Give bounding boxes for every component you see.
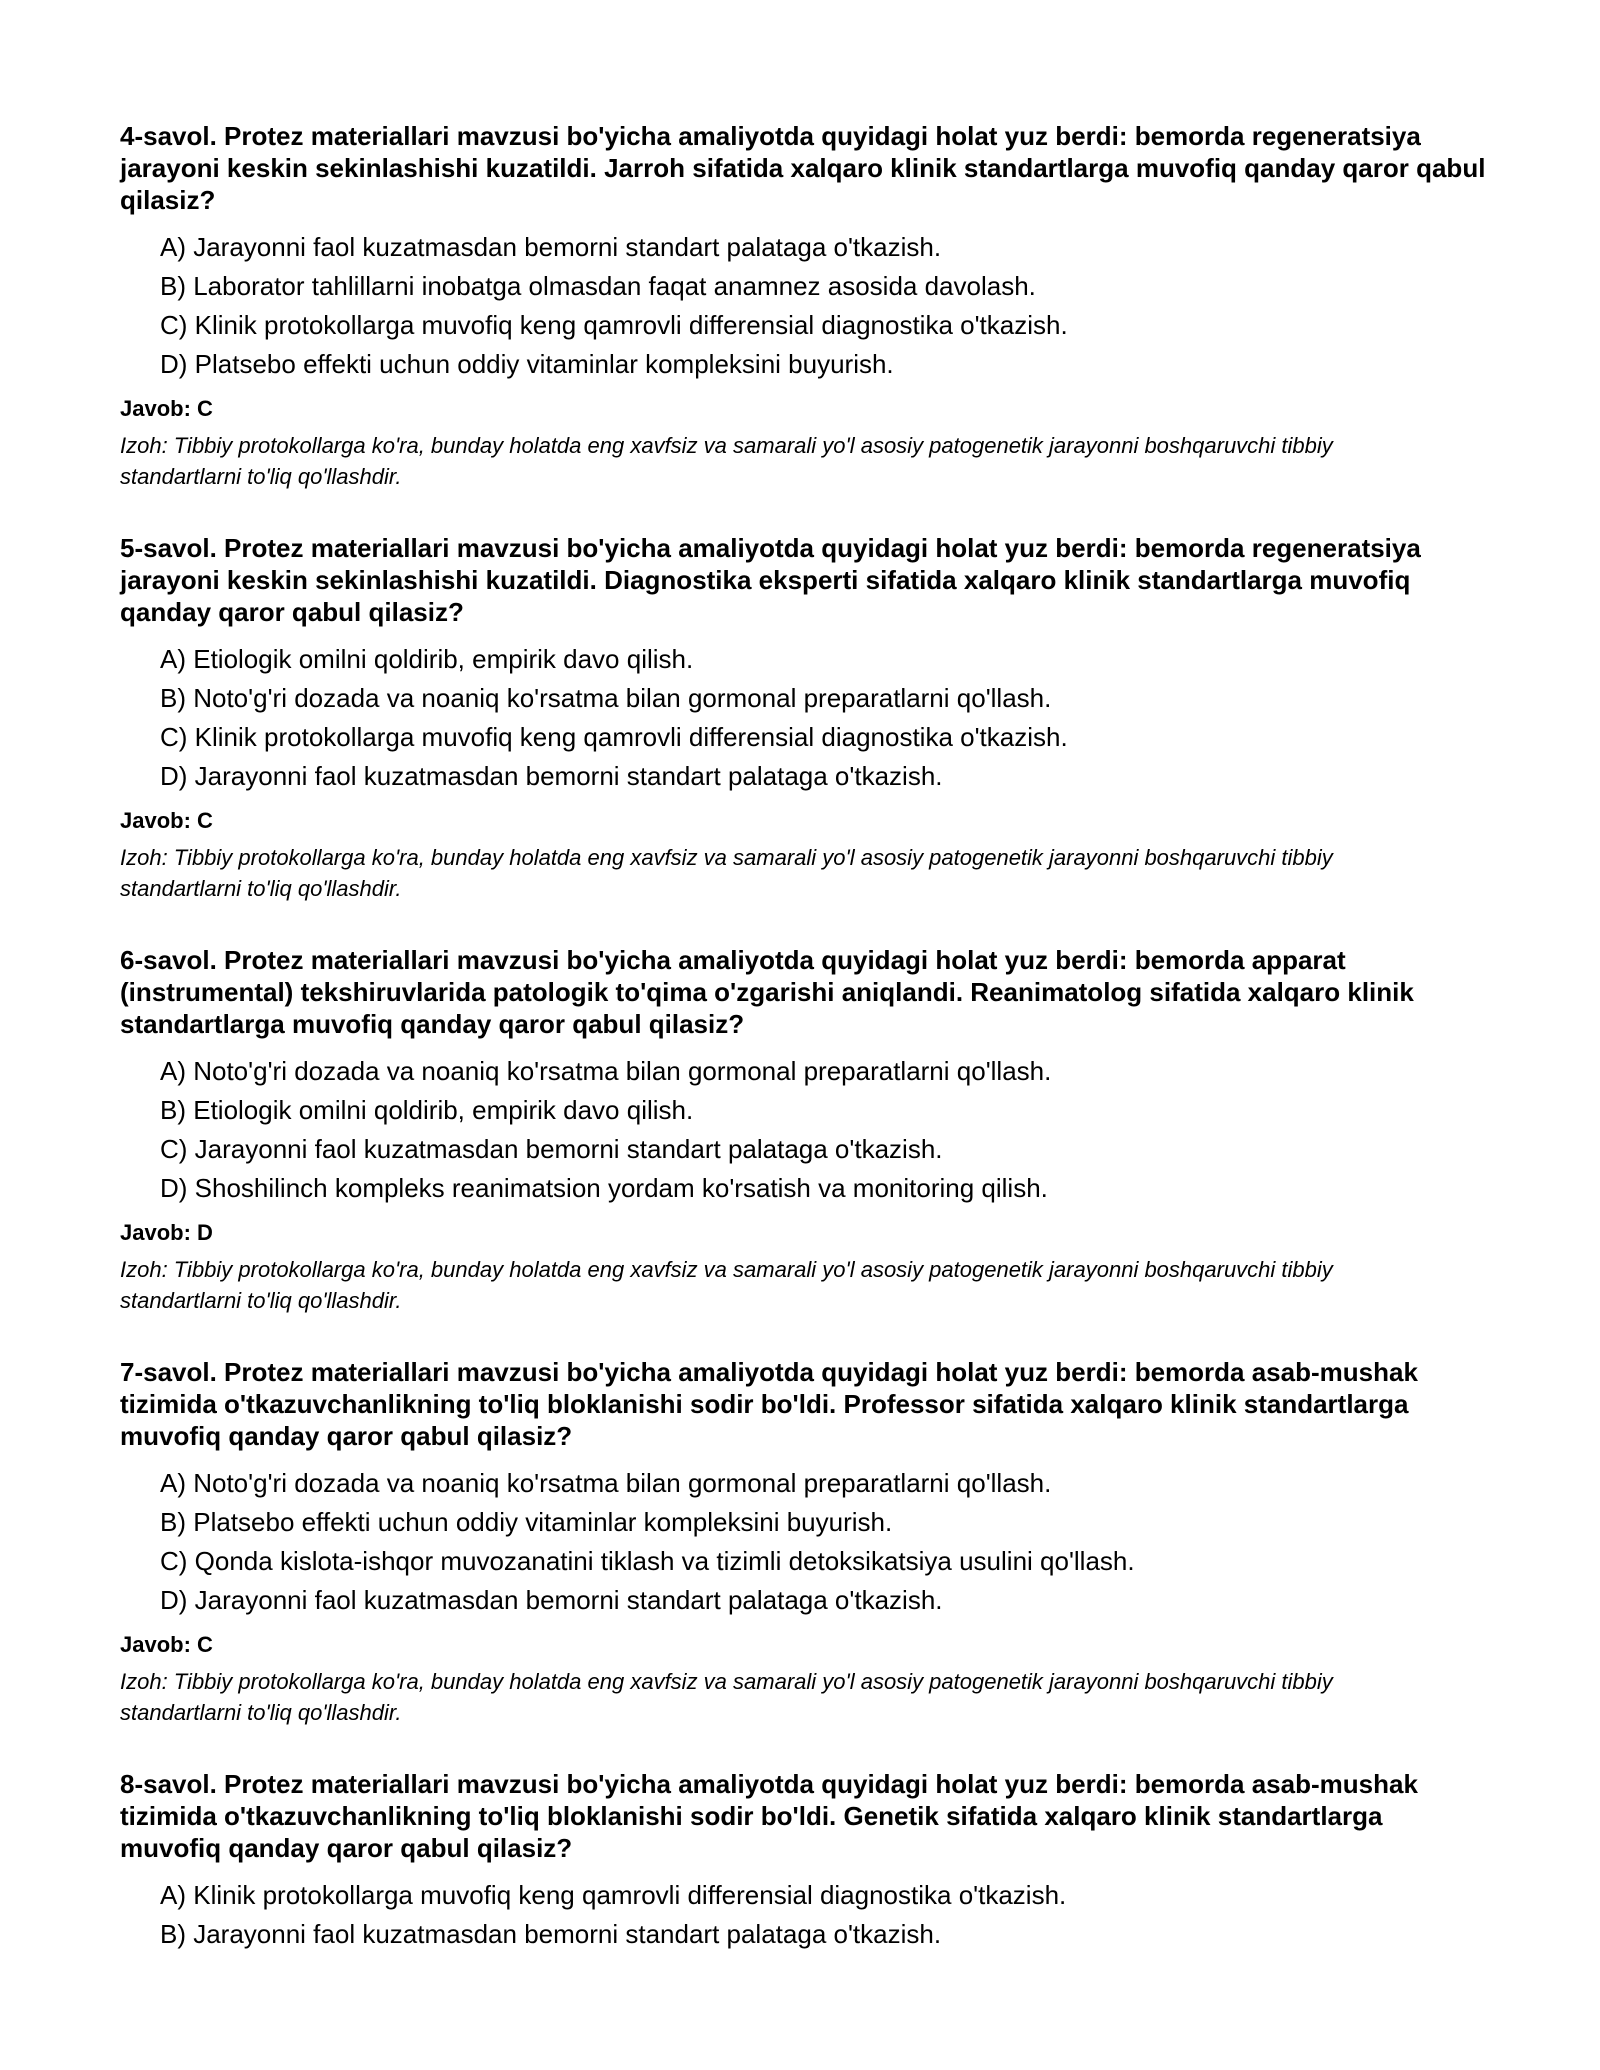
explanation-text: Izoh: Tibbiy protokollarga ko'ra, bunday holatda eng xavfsiz va samarali yo'l asosiy patogenetik jarayonni boshqaruvchi tibbiy standartlarni to'liq qo'llashdir. [120, 1669, 1333, 1725]
option-a: A) Jarayonni faol kuzatmasdan bemorni standart palataga o'tkazish. [160, 232, 942, 262]
question-text: 7-savol. Protez materiallari mavzusi bo'yicha amaliyotda quyidagi holat yuz berdi: bemorda asab-mushak tizimida o'tkazuvchanlikning to'liq bloklanishi sodir bo'ldi. Professor sifatida xalqaro klinik standartlarga muvofiq qanday qaror qabul qilasiz? [120, 1357, 1418, 1451]
question-block-4 [120, 120, 1490, 492]
option-c: C) Jarayonni faol kuzatmasdan bemorni standart palataga o'tkazish. [160, 1134, 943, 1164]
option-a: A) Klinik protokollarga muvofiq keng qamrovli differensial diagnostika o'tkazish. [160, 1880, 1067, 1910]
question-text: 8-savol. Protez materiallari mavzusi bo'yicha amaliyotda quyidagi holat yuz berdi: bemorda asab-mushak tizimida o'tkazuvchanlikning to'liq bloklanishi sodir bo'ldi. Genetik sifatida xalqaro klinik standartlarga muvofiq qanday qaror qabul qilasiz? [120, 1769, 1418, 1863]
option-c: C) Klinik protokollarga muvofiq keng qamrovli differensial diagnostika o'tkazish. [160, 310, 1068, 340]
option-a: A) Etiologik omilni qoldirib, empirik davo qilish. [160, 644, 694, 674]
option-d: D) Jarayonni faol kuzatmasdan bemorni standart palataga o'tkazish. [160, 1585, 943, 1615]
option-d: D) Platsebo effekti uchun oddiy vitaminlar kompleksini buyurish. [160, 349, 894, 379]
options-list [160, 1464, 1490, 1620]
option-d: D) Shoshilinch kompleks reanimatsion yordam ko'rsatish va monitoring qilish. [160, 1173, 1048, 1203]
question-block-5 [120, 532, 1490, 904]
explanation-text: Izoh: Tibbiy protokollarga ko'ra, bunday holatda eng xavfsiz va samarali yo'l asosiy patogenetik jarayonni boshqaruvchi tibbiy standartlarni to'liq qo'llashdir. [120, 433, 1333, 489]
document-page [120, 120, 1490, 1994]
option-a: A) Noto'g'ri dozada va noaniq ko'rsatma bilan gormonal preparatlarni qo'llash. [160, 1056, 1052, 1086]
question-block-8 [120, 1768, 1490, 1954]
question-text: 6-savol. Protez materiallari mavzusi bo'yicha amaliyotda quyidagi holat yuz berdi: bemorda apparat (instrumental) tekshiruvlarida patologik to'qima o'zgarishi aniqlandi. Reanimatolog sifatida xalqaro klinik standartlarga muvofiq qanday qaror qabul qilasiz? [120, 945, 1414, 1039]
options-list [160, 1052, 1490, 1208]
explanation-text: Izoh: Tibbiy protokollarga ko'ra, bunday holatda eng xavfsiz va samarali yo'l asosiy patogenetik jarayonni boshqaruvchi tibbiy standartlarni to'liq qo'llashdir. [120, 845, 1333, 901]
options-list [160, 228, 1490, 384]
option-b: B) Platsebo effekti uchun oddiy vitaminlar kompleksini buyurish. [160, 1507, 893, 1537]
question-block-6 [120, 944, 1490, 1316]
option-b: B) Laborator tahlillarni inobatga olmasdan faqat anamnez asosida davolash. [160, 271, 1036, 301]
option-c: C) Klinik protokollarga muvofiq keng qamrovli differensial diagnostika o'tkazish. [160, 722, 1068, 752]
options-list [160, 640, 1490, 796]
question-text: 4-savol. Protez materiallari mavzusi bo'yicha amaliyotda quyidagi holat yuz berdi: bemorda regeneratsiya jarayoni keskin sekinlashishi kuzatildi. Jarroh sifatida xalqaro klinik standartlarga muvofiq qanday qaror qabul qilasiz? [120, 121, 1486, 215]
option-b: B) Noto'g'ri dozada va noaniq ko'rsatma bilan gormonal preparatlarni qo'llash. [160, 683, 1052, 713]
option-c: C) Qonda kislota-ishqor muvozanatini tiklash va tizimli detoksikatsiya usulini qo'llash. [160, 1546, 1135, 1576]
answer-label: Javob: C [120, 1632, 213, 1657]
answer-label: Javob: C [120, 808, 213, 833]
option-b: B) Etiologik omilni qoldirib, empirik davo qilish. [160, 1095, 694, 1125]
option-d: D) Jarayonni faol kuzatmasdan bemorni standart palataga o'tkazish. [160, 761, 943, 791]
question-text: 5-savol. Protez materiallari mavzusi bo'yicha amaliyotda quyidagi holat yuz berdi: bemorda regeneratsiya jarayoni keskin sekinlashishi kuzatildi. Diagnostika eksperti sifatida xalqaro klinik standartlarga muvofiq qanday qaror qabul qilasiz? [120, 533, 1421, 627]
question-block-7 [120, 1356, 1490, 1728]
answer-label: Javob: D [120, 1220, 213, 1245]
answer-label: Javob: C [120, 396, 213, 421]
option-b: B) Jarayonni faol kuzatmasdan bemorni standart palataga o'tkazish. [160, 1919, 942, 1949]
option-a: A) Noto'g'ri dozada va noaniq ko'rsatma bilan gormonal preparatlarni qo'llash. [160, 1468, 1052, 1498]
options-list [160, 1876, 1490, 1954]
explanation-text: Izoh: Tibbiy protokollarga ko'ra, bunday holatda eng xavfsiz va samarali yo'l asosiy patogenetik jarayonni boshqaruvchi tibbiy standartlarni to'liq qo'llashdir. [120, 1257, 1333, 1313]
